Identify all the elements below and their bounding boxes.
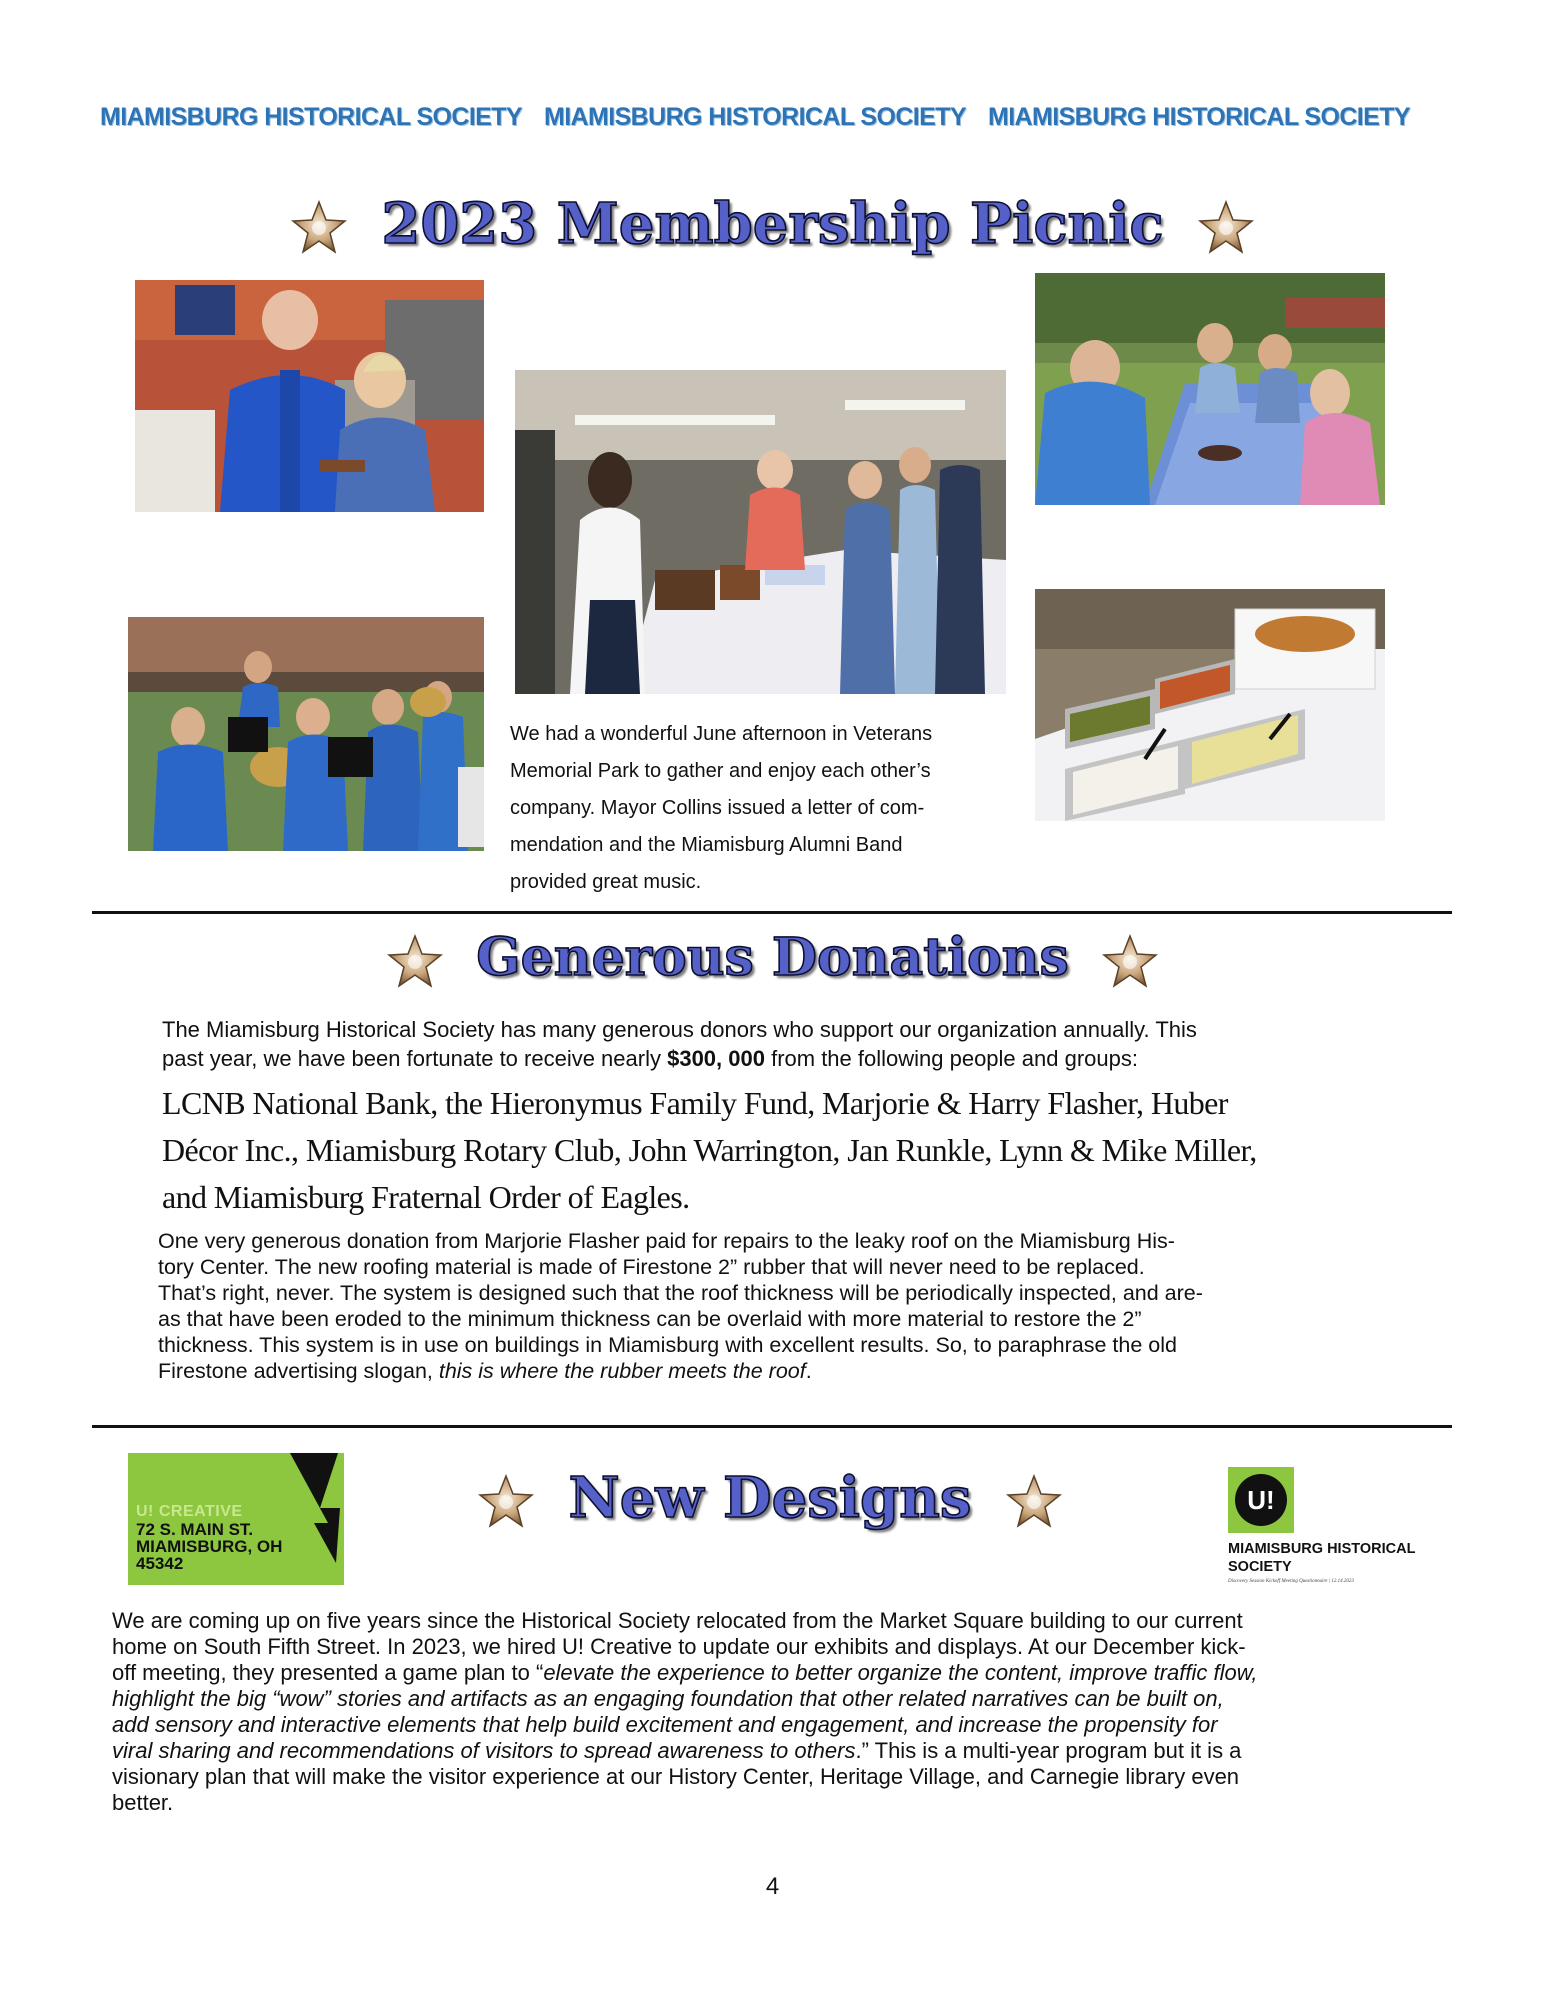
caption-line: Memorial Park to gather and enjoy each other’s <box>510 760 931 782</box>
caption-line: mendation and the Miamisburg Alumni Band <box>510 834 903 856</box>
designs-line <box>112 1608 1442 1634</box>
text-run: elevate the experience to better organize the content, improve traffic flow, <box>543 1660 1258 1685</box>
photo-couple-greeting <box>135 280 484 512</box>
caption-line: We had a wonderful June afternoon in Veterans <box>510 723 933 745</box>
text-run: highlight the big “wow” stories and artifacts as an engaging foundation that other related narratives can be built on, <box>112 1686 1224 1711</box>
logo-mark-box <box>1228 1467 1294 1533</box>
designs-line <box>112 1790 1442 1816</box>
address-line: 72 S. MAIN ST. <box>136 1520 254 1539</box>
logo-address <box>136 1521 282 1572</box>
logo-name: U! CREATIVE <box>136 1503 243 1520</box>
text-run: viral sharing and recommendations of visitors to spread awareness to others <box>112 1738 856 1763</box>
address-line: MIAMISBURG, OH <box>136 1537 283 1556</box>
header-banner <box>100 103 1450 132</box>
designs-line <box>112 1686 1442 1712</box>
text-run: off meeting, they presented a game plan to “ <box>112 1660 544 1685</box>
lightning-bolt-icon <box>278 1453 344 1585</box>
donation-amount: $300, 000 <box>667 1046 765 1071</box>
star-icon <box>290 199 348 257</box>
roof-paragraph <box>158 1228 1418 1384</box>
u-creative-project-logo <box>1228 1467 1448 1587</box>
designs-line <box>112 1738 1442 1764</box>
logo-line: SOCIETY <box>1228 1559 1292 1575</box>
text-run: We are coming up on five years since the Historical Society relocated from the Market Square building to our current <box>112 1608 1243 1633</box>
roof-line: thickness. This system is in use on buildings in Miamisburg with excellent results. So, to paraphrase the old <box>158 1333 1177 1357</box>
intro-text: past year, we have been fortunate to receive nearly <box>162 1046 668 1071</box>
donor-line: Décor Inc., Miamisburg Rotary Club, John Warrington, Jan Runkle, Lynn & Mike Miller, <box>162 1132 1257 1168</box>
text-run: home on South Fifth Street. In 2023, we hired U! Creative to update our exhibits and displays. At our December kick- <box>112 1634 1246 1659</box>
designs-heading <box>440 1465 1100 1531</box>
designs-line <box>112 1764 1442 1790</box>
star-icon <box>1101 933 1159 991</box>
logo-text <box>1228 1540 1415 1576</box>
designs-line <box>112 1660 1442 1686</box>
text-run: visionary plan that will make the visitor experience at our History Center, Heritage Village, and Carnegie library even <box>112 1764 1240 1789</box>
caption-line: provided great music. <box>510 871 702 893</box>
roof-line: tory Center. The new roofing material is made of Firestone 2” rubber that will never need to be replaced. <box>158 1255 1145 1279</box>
text-run: .” This is a multi-year program but it is a <box>855 1738 1242 1763</box>
u-creative-address-card <box>128 1453 344 1585</box>
intro-text: from the following people and groups: <box>764 1046 1138 1071</box>
banner-text: MIAMISBURG HISTORICAL SOCIETY <box>100 103 522 131</box>
intro-line <box>162 1044 1412 1073</box>
designs-line <box>112 1634 1442 1660</box>
text-run: better. <box>112 1790 174 1815</box>
star-icon <box>1197 199 1255 257</box>
designs-title: New Designs <box>568 1465 972 1531</box>
page-number: 4 <box>765 1873 780 1900</box>
picnic-title: 2023 Membership Picnic <box>381 191 1164 257</box>
star-icon <box>386 933 444 991</box>
donations-title: Generous Donations <box>476 927 1069 988</box>
roof-line <box>158 1358 1418 1384</box>
section-divider <box>92 1425 1452 1428</box>
roof-line: One very generous donation from Marjorie Flasher paid for repairs to the leaky roof on the Miamisburg His- <box>158 1229 1175 1253</box>
banner-text: MIAMISBURG HISTORICAL SOCIETY <box>543 103 966 131</box>
logo-subtitle: Discovery Session Kickoff Meeting Questionnaire | 12.14.2023 <box>1228 1579 1354 1584</box>
address-line: 45342 <box>136 1554 184 1573</box>
donor-line: LCNB National Bank, the Hieronymus Family Fund, Marjorie & Harry Flasher, Huber <box>162 1085 1228 1121</box>
donations-heading <box>200 927 1345 991</box>
picnic-caption <box>510 716 1010 901</box>
roof-line: as that have been eroded to the minimum thickness can be overlaid with more material to restore the 2” <box>158 1307 1142 1331</box>
photo-buffet-line <box>515 370 1006 694</box>
photo-picnic-table <box>1035 273 1385 505</box>
logo-line: MIAMISBURG HISTORICAL <box>1228 1541 1416 1557</box>
banner-text: MIAMISBURG HISTORICAL SOCIETY <box>987 103 1410 131</box>
roof-text: Firestone advertising slogan, <box>158 1359 439 1383</box>
text-run: add sensory and interactive elements that help build excitement and engagement, and increase the propensity for <box>112 1712 1218 1737</box>
designs-paragraph <box>112 1608 1442 1816</box>
donations-intro <box>162 1015 1412 1073</box>
photo-alumni-band <box>128 617 484 851</box>
picnic-heading <box>200 191 1345 257</box>
caption-line: company. Mayor Collins issued a letter of com- <box>510 797 925 819</box>
donor-line: and Miamisburg Fraternal Order of Eagles. <box>162 1179 690 1215</box>
roof-line: That’s right, never. The system is designed such that the roof thickness will be periodically inspected, and are- <box>158 1281 1203 1305</box>
intro-line: The Miamisburg Historical Society has many generous donors who support our organization annually. This <box>162 1017 1197 1042</box>
designs-line <box>112 1712 1442 1738</box>
star-icon <box>477 1473 535 1531</box>
section-divider <box>92 911 1452 914</box>
logo-mark: U! <box>1235 1474 1287 1526</box>
star-icon <box>1005 1473 1063 1531</box>
photo-food-trays <box>1035 589 1385 821</box>
roof-text: . <box>805 1359 812 1383</box>
donor-list <box>162 1080 1422 1221</box>
slogan: this is where the rubber meets the roof <box>438 1359 806 1383</box>
